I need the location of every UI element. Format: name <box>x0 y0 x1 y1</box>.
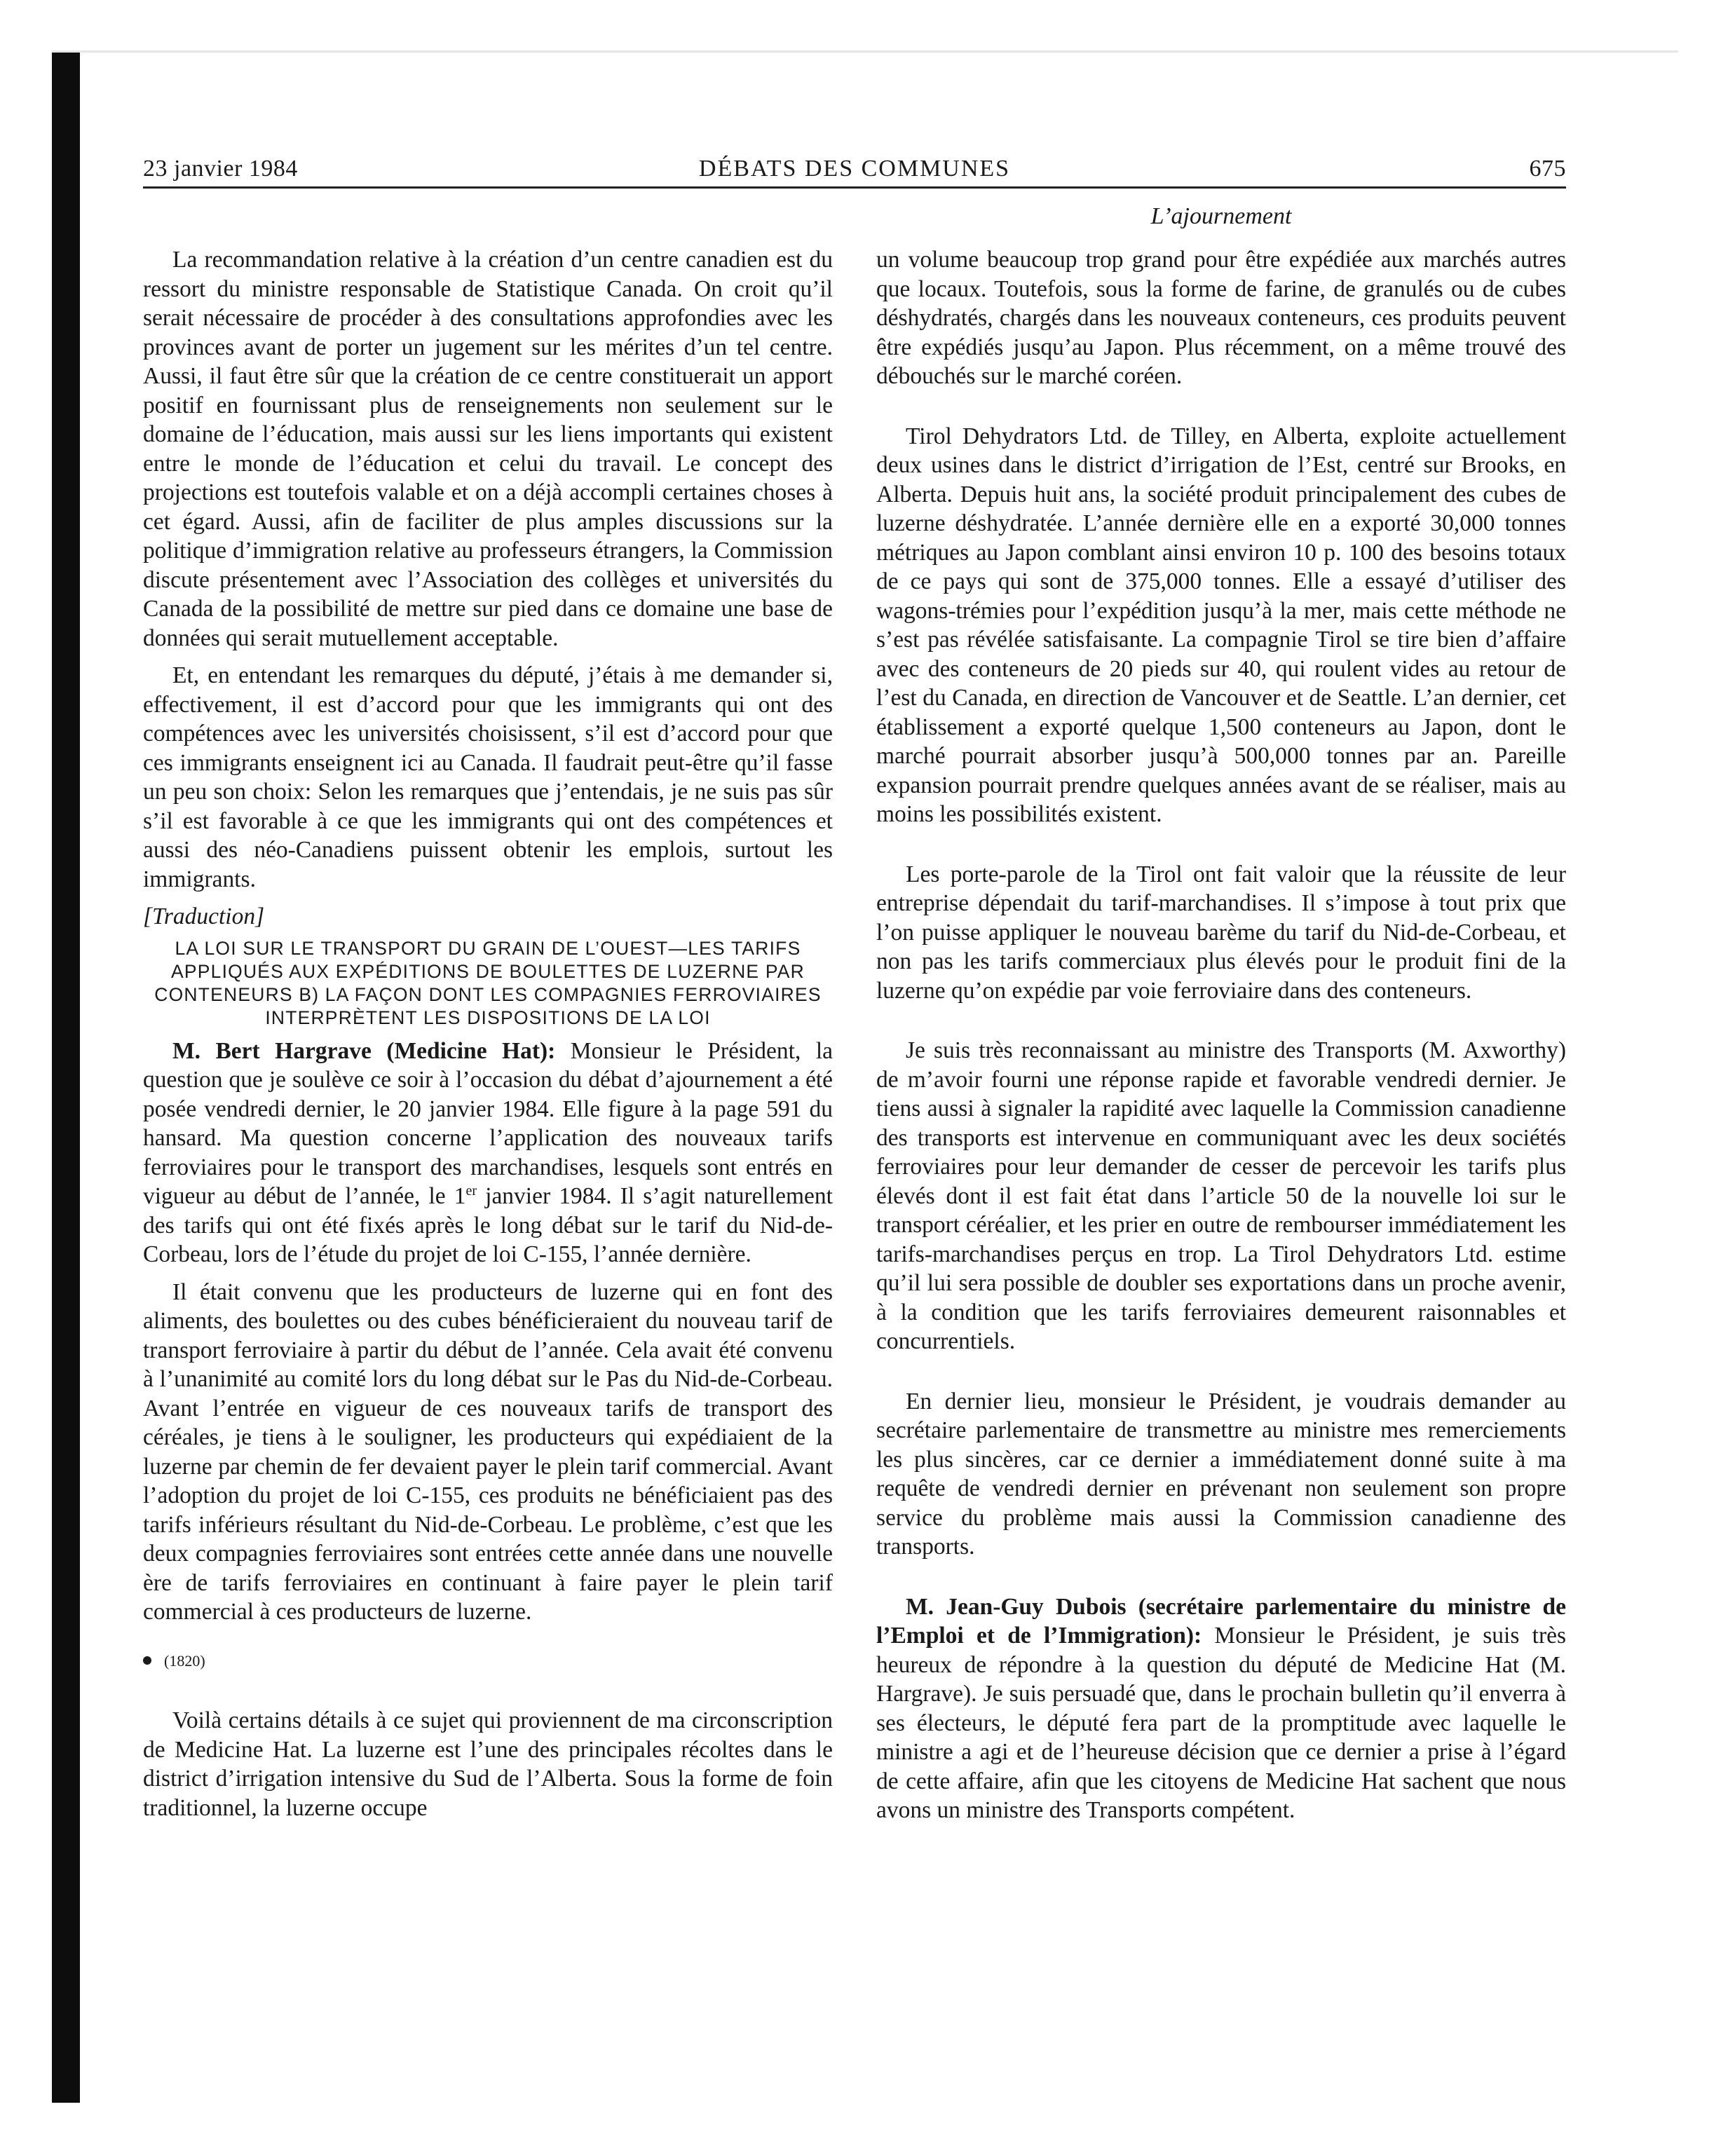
speech-text: Monsieur le Président, je suis très heureux de répondre à la question du député de Medicine Hat (M. Hargrave). Je suis persuadé que, dans le prochain bulletin qu’il enverra à ses électeurs, le député fera part de la promptitude avec laquelle le ministre a agi et de l’heureuse décision que ce dernier a prise à l’égard de cette affaire, afin que les citoyens de Medicine Hat sachent que nous avons un ministre des Transports compétent. <box>876 1623 1567 1823</box>
speech-text: janvier 1984. Il s’agit naturellement des tarifs qui ont été fixés après le long débat sur le tarif du Nid-de-Corbeau, lors de l’étude du projet de loi C-155, l’année dernière. <box>143 1183 833 1267</box>
section-heading: L’ajournement <box>1150 203 1292 229</box>
header-page-number: 675 <box>1529 156 1566 182</box>
paragraph: En dernier lieu, monsieur le Président, je voudrais demander au secrétaire parlementaire de transmettre au ministre mes remerciements les plus sincères, car ce dernier a immédiatement donné suite à ma requête de vendredi dernier en prévenant non seulement son propre service du problème mais aussi la Commission canadienne des transports. <box>876 1388 1566 1560</box>
ordinal-superscript: er <box>465 1182 477 1199</box>
speaker-name: M. Jean-Guy Dubois (secrétaire parlementaire du ministre de l’Emploi et de l’Immigration): <box>876 1593 1566 1649</box>
right-column <box>876 245 1566 1825</box>
speaker-paragraph <box>876 1592 1566 1825</box>
time-marker <box>143 1646 833 1676</box>
speaker-paragraph <box>143 1037 833 1269</box>
paragraph: Et, en entendant les remarques du député, j’étais à me demander si, effectivement, il est d’accord pour que les immigrants qui ont des compétences avec les universités choisissent, s’il est d’accord pour que ces immigrants enseignent ici au Canada. Il faudrait peut-être qu’il fasse un peu son choix: Selon les remarques que j’entendais, je ne suis pas sûr s’il est favorable à ce que les immigrants qui ont des compétences et aussi des néo-Canadiens puissent obtenir les emplois, surtout les immigrants. <box>143 662 833 892</box>
speaker-name: M. Bert Hargrave (Medicine Hat): <box>172 1037 556 1064</box>
header-rule <box>143 186 1566 189</box>
scan-edge <box>52 50 80 2103</box>
running-header <box>143 150 1566 186</box>
header-date: 23 janvier 1984 <box>143 156 298 182</box>
speech-text: Monsieur le Président, la question que je soulève ce soir à l’occasion du débat d’ajournement a été posée vendredi dernier, le 20 janvier 1984. Elle figure à la page 591 du hansard. Ma question concerne l’application des nouveaux tarifs ferroviaires pour le transport des marchandises, lesquels sont entrés en vigueur au début de l’année, le 1 <box>143 1037 833 1209</box>
document-page <box>143 0 1566 2156</box>
topic-heading: LA LOI SUR LE TRANSPORT DU GRAIN DE L’OUEST—LES TARIFS APPLIQUÉS AUX EXPÉDITIONS DE BOULETTES DE LUZERNE PAR CONTENEURS B) LA FAÇON DONT LES COMPAGNIES FERROVIAIRES INTERPRÈTENT LES DISPOSITIONS DE LA LOI <box>154 937 822 1028</box>
time-marker-text: (1820) <box>164 1651 205 1670</box>
paragraph: La recommandation relative à la création d’un centre canadien est du ressort du ministre responsable de Statistique Canada. On croit qu’il serait nécessaire de procéder à des consultations approfondies avec les provinces avant de porter un jugement sur les mérites d’un tel centre. Aussi, il faut être sûr que la création de ce centre constituerait un apport positif en fournissant plus de renseignements non seulement sur le domaine de l’éducation, mais aussi sur les liens importants qui existent entre le monde de l’éducation et celui du travail. Le concept des projections est toutefois valable et on a déjà accompli certaines choses à cet égard. Aussi, afin de faciliter de plus amples discussions sur la politique d’immigration relative au professeurs étrangers, la Commission discute présentement avec l’Association des collèges et universités du Canada de la possibilité de mettre sur pied dans ce domaine une base de données qui serait mutuellement acceptable. <box>143 247 833 651</box>
translation-note: [Traduction] <box>143 903 265 929</box>
paragraph: Je suis très reconnaissant au ministre des Transports (M. Axworthy) de m’avoir fourni une réponse rapide et favorable vendredi dernier. Je tiens aussi à signaler la rapidité avec laquelle la Commission canadienne des transports est intervenue en communiquant avec les deux sociétés ferroviaires pour leur demander de cesser de percevoir les tarifs plus élevés dont il est fait état dans l’article 50 de la nouvelle loi sur le transport céréalier, et les prier en outre de rembourser immédiatement les tarifs-marchandises perçus en trop. La Tirol Dehydrators Ltd. estime qu’il lui sera possible de doubler ses exportations dans un proche avenir, à la condition que les tarifs ferroviaires demeurent raisonnables et concurrentiels. <box>876 1037 1566 1354</box>
paragraph: un volume beaucoup trop grand pour être expédiée aux marchés autres que locaux. Toutefois, sous la forme de farine, de granulés ou de cubes déshydratés, chargés dans les nouveaux conteneurs, ces produits peuvent être expédiés jusqu’au Japon. Plus récemment, on a même trouvé des débouchés sur le marché coréen. <box>876 247 1566 389</box>
bullet-dot-icon <box>143 1656 151 1665</box>
left-column <box>143 245 833 1822</box>
paragraph: Les porte-parole de la Tirol ont fait valoir que la réussite de leur entreprise dépendait du tarif-marchandises. Il s’impose à tout prix que l’on puisse appliquer le nouveau barème du tarif du Nid-de-Corbeau, et non pas les tarifs commerciaux plus élevés pour le produit fini de la luzerne qu’on expédie par voie ferroviaire dans des conteneurs. <box>876 861 1566 1004</box>
paragraph: Tirol Dehydrators Ltd. de Tilley, en Alberta, exploite actuellement deux usines dans le district d’irrigation de l’Est, centré sur Brooks, en Alberta. Depuis huit ans, la société produit principalement des cubes de luzerne déshydratée. L’année dernière elle en a exporté 30,000 tonnes métriques au Japon comblant ainsi environ 10 p. 100 des besoins totaux de ce pays qui sont de 375,000 tonnes. Elle a essayé d’utiliser des wagons-trémies pour l’expédition jusqu’à la mer, mais cette méthode ne s’est pas révélée satisfaisante. La compagnie Tirol se tire bien d’affaire avec des conteneurs de 20 pieds sur 40, qui roulent vides au retour de l’est du Canada, en direction de Vancouver et de Seattle. L’an dernier, cet établissement a exporté quelque 1,500 conteneurs au Japon, dont le marché pourrait absorber jusqu’à 500,000 tonnes par an. Pareille expansion pourrait prendre quelques années avant de se réaliser, mais au moins les possibilités existent. <box>876 423 1566 827</box>
paragraph: Voilà certains détails à ce sujet qui proviennent de ma circonscription de Medicine Hat. La luzerne est l’une des principales récoltes dans le district d’irrigation intensive du Sud de l’Alberta. Sous la forme de foin traditionnel, la luzerne occupe <box>143 1707 833 1821</box>
header-publication: DÉBATS DES COMMUNES <box>698 156 1011 182</box>
paragraph: Il était convenu que les producteurs de luzerne qui en font des aliments, des boulettes ou des cubes bénéficieraient du nouveau tarif de transport ferroviaire à partir du début de l’année. Cela avait été convenu à l’unanimité au comité lors du long débat sur le Pas du Nid-de-Corbeau. Avant l’entrée en vigueur de ces nouveaux tarifs de transport des céréales, je tiens à le souligner, les producteurs qui expédiaient de la luzerne par chemin de fer devaient payer le plein tarif commercial. Avant l’adoption du projet de loi C-155, ces produits ne bénéficiaient pas des tarifs inférieurs résultant du Nid-de-Corbeau. Le problème, c’est que les deux compagnies ferroviaires sont entrées cette année dans une nouvelle ère de tarifs ferroviaires en continuant à faire payer le plein tarif commercial à ces producteurs de luzerne. <box>143 1278 833 1625</box>
